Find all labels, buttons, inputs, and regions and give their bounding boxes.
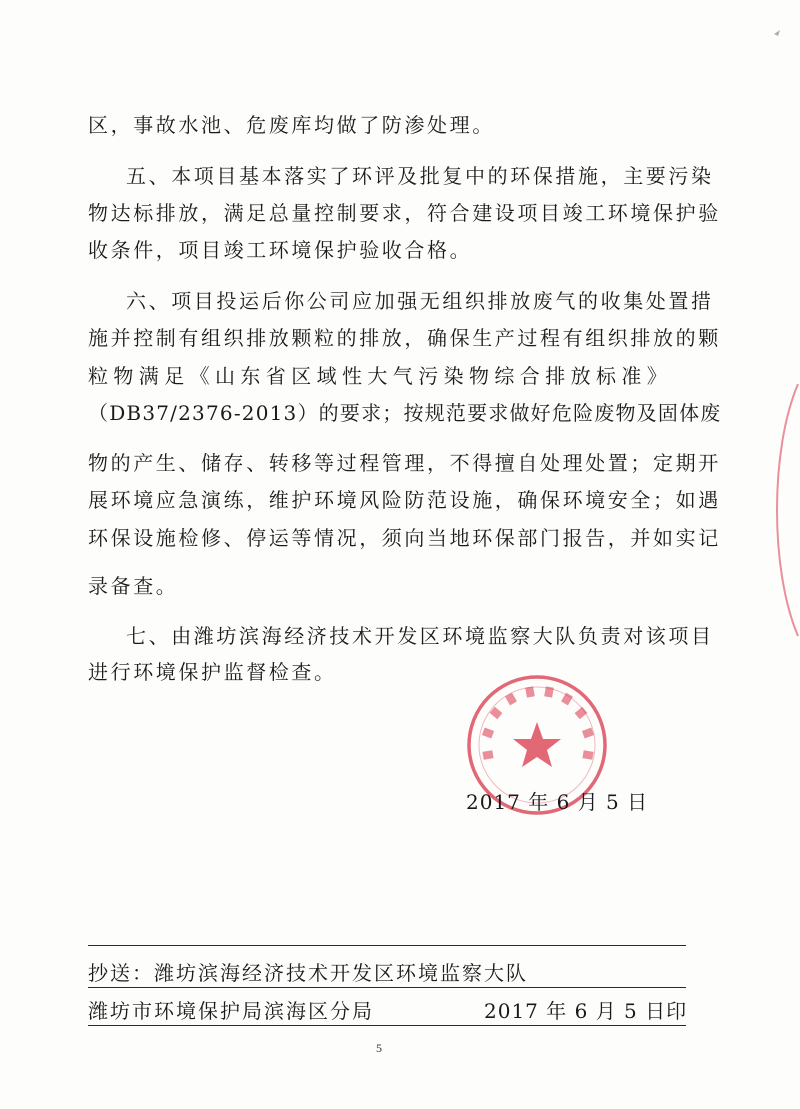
body-line-6: 施并控制有组织排放颗粒的排放，确保生产过程有组织排放的颗 bbox=[88, 326, 721, 350]
page-number: 5 bbox=[376, 1041, 382, 1055]
issuer: 潍坊市环境保护局滨海区分局 bbox=[88, 999, 374, 1023]
body-line-4: 收条件，项目竣工环境保护验收合格。 bbox=[88, 238, 473, 262]
body-line-14: 进行环境保护监督检查。 bbox=[88, 660, 337, 684]
body-line-1: 区，事故水池、危废库均做了防渗处理。 bbox=[88, 113, 495, 137]
scan-mark bbox=[770, 22, 792, 44]
footer-rule-bottom bbox=[88, 1025, 686, 1026]
body-line-13: 七、由潍坊滨海经济技术开发区环境监察大队负责对该项目 bbox=[126, 624, 714, 648]
footer-rule-middle bbox=[88, 987, 686, 988]
print-date: 2017 年 6 月 5 日印 bbox=[484, 999, 688, 1023]
seal-edge-mark bbox=[760, 380, 800, 640]
body-line-9: 物的产生、储存、转移等过程管理，不得擅自处理处置；定期开 bbox=[88, 451, 721, 475]
footer-rule-top bbox=[88, 945, 686, 946]
body-line-10: 展环境应急演练，维护环境风险防范设施，确保环境安全；如遇 bbox=[88, 488, 721, 512]
body-line-12: 录备查。 bbox=[88, 574, 179, 598]
body-line-7: 粒物满足《山东省区域性大气污染物综合排放标准》 bbox=[88, 364, 673, 388]
cc-line: 抄送：潍坊滨海经济技术开发区环境监察大队 bbox=[88, 961, 528, 985]
body-line-8: （DB37/2376-2013）的要求；按规范要求做好危险废物及固体废 bbox=[88, 401, 722, 425]
signature-date: 2017 年 6 月 5 日 bbox=[466, 790, 649, 814]
body-line-11: 环保设施检修、停运等情况，须向当地环保部门报告，并如实记 bbox=[88, 526, 721, 550]
body-line-3: 物达标排放，满足总量控制要求，符合建设项目竣工环境保护验 bbox=[88, 201, 721, 225]
body-line-2: 五、本项目基本落实了环评及批复中的环保措施，主要污染 bbox=[126, 164, 714, 188]
body-line-5: 六、项目投运后你公司应加强无组织排放废气的收集处置措 bbox=[126, 289, 714, 313]
